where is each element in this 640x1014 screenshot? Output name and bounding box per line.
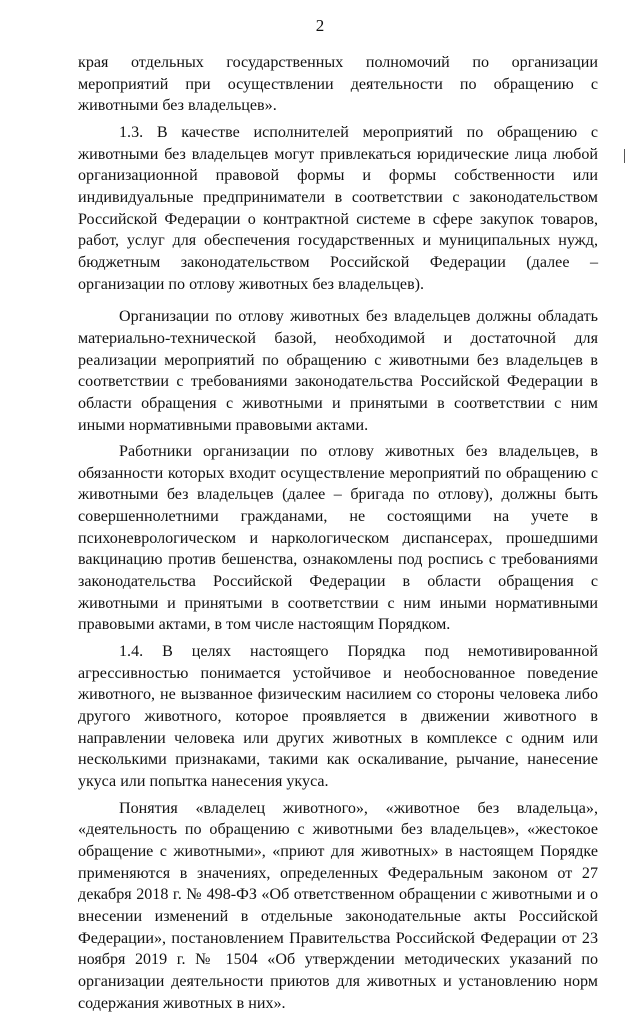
paragraph-terms-definitions: Понятия «владелец животного», «животное без владельца», «деятельность по обращению с животными без владельцев», «жестокое обращение с животными», «приют для животных» в настоящем Порядке применяются в значениях, определенных Федеральным законом от 27 декабря 2018 г. № 498-ФЗ «Об ответственном обращении с животными и о внесении изменений в отдельные законодательные акты Российской Федерации», постановлением Правительства Российской Федерации от 23 ноября 2019 г. № 1504 «Об утверждении методических указаний по организации деятельности приютов для животных и установлению норм содержания животных в них». [78,799,598,1012]
document-body [78,52,598,1014]
paragraph-1-3-executors: 1.3. В качестве исполнителей мероприятий по обращению с животными без владельцев могут привлекаться юридические лица любой организационной правовой формы и формы собственности или индивидуальные предприниматели в соответствии с законодательством Российской Федерации о контрактной системе в сфере закупок товаров, работ, услуг для обеспечения государственных и муниципальных нужд, бюджетным законодательством Российской Федерации (далее – организации по отлову животных без владельцев). [78,123,598,293]
paragraph-capture-organizations: Организации по отлову животных без владельцев должны обладать материально-технической базой, необходимой и достаточной для реализации мероприятий по обращению с животными без владельцев в соответствии с требованиями законодательства Российской Федерации в области обращения с животными и принятыми в соответствии с ним иными нормативными правовыми актами. [78,308,598,434]
margin-scan-mark [624,149,625,163]
paragraph-1-4-aggression-definition: 1.4. В целях настоящего Порядка под немотивированной агрессивностью понимается устойчивое и необоснованное поведение животного, не вызванное физическим насилием со стороны человека либо другого животного, которое проявляется в движении животного в направлении человека или других животных в комплексе с одним или несколькими признаками, такими как оскаливание, рычание, нанесение укуса или попытка нанесения укуса. [78,643,598,790]
page-number: 2 [315,16,325,35]
paragraph-continuation: края отдельных государственных полномочий по организации мероприятий при осуществлении деятельности по обращению с животными без владельцев». [78,54,598,115]
paragraph-capture-team-workers: Работники организации по отлову животных без владельцев, в обязанности которых входит осуществление мероприятий по обращению с животными без владельцев (далее – бригада по отлову), должны быть совершеннолетними гражданами, не состоящими на учете в психоневрологическом и наркологическом диспансерах, прошедшими вакцинацию против бешенства, ознакомлены под роспись с требованиями законодательства Российской Федерации в области обращения с животными и принятыми в соответствии с ним иными нормативными правовыми актами, в том числе настоящим Порядком. [78,443,598,634]
